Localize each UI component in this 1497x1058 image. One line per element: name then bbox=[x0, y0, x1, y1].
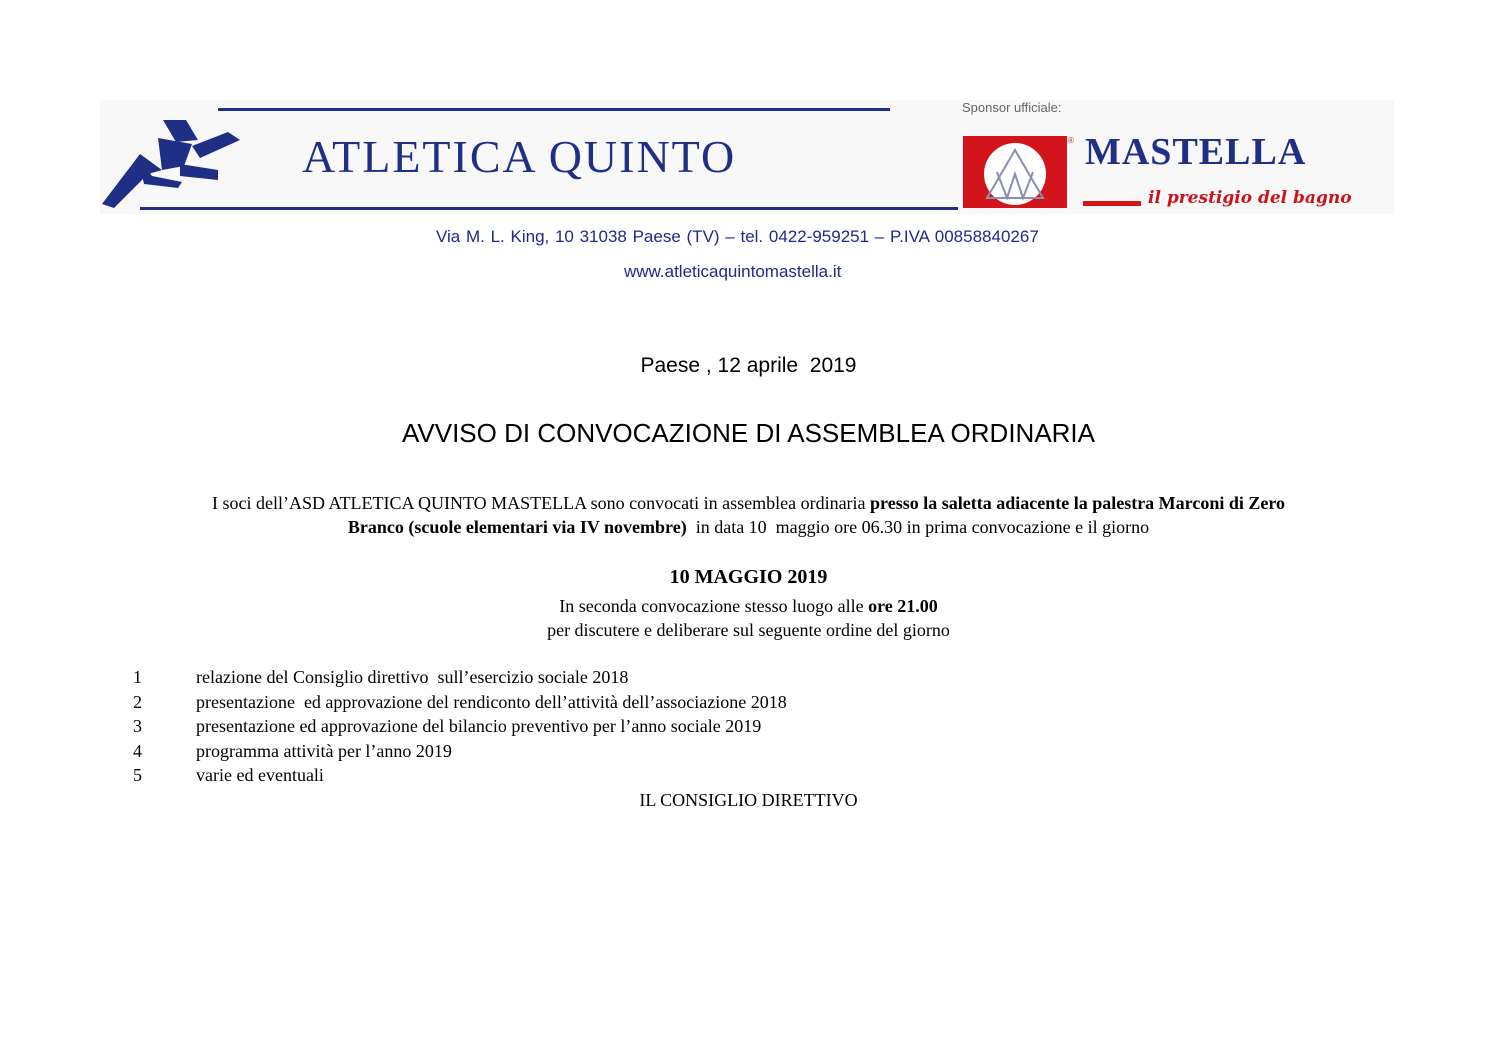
agenda-number: 1 bbox=[133, 667, 142, 687]
signature: IL CONSIGLIO DIRETTIVO bbox=[639, 790, 858, 810]
agenda-text: programma attività per l’anno 2019 bbox=[196, 740, 452, 761]
agenda-item bbox=[0, 739, 1000, 764]
second-call-text: In seconda convocazione stesso luogo alle bbox=[559, 596, 869, 616]
header-top-line bbox=[218, 108, 890, 111]
sponsor-red-bar bbox=[1083, 201, 1141, 206]
mastella-triangle-logo bbox=[963, 136, 1067, 208]
website-link[interactable]: www.atleticaquintomastella.it bbox=[624, 262, 842, 281]
agenda-text: relazione del Consiglio direttivo sull’esercizio sociale 2018 bbox=[196, 667, 629, 687]
agenda-list bbox=[0, 665, 1000, 788]
address-line: Via M. L. King, 10 31038 Paese (TV) – tel. 0422-959251 – P.IVA 00858840267 bbox=[436, 227, 1039, 246]
agenda-item bbox=[0, 763, 1000, 788]
agenda-intro: per discutere e deliberare sul seguente ordine del giorno bbox=[547, 620, 950, 640]
agenda-text: varie ed eventuali bbox=[196, 765, 324, 785]
sponsor-name: MASTELLA bbox=[1085, 131, 1307, 173]
agenda-number: 4 bbox=[133, 740, 142, 761]
club-name: ATLETICA QUINTO bbox=[302, 131, 737, 182]
intro-venue-cont: Branco (scuole elementari via IV novembre) bbox=[347, 517, 687, 537]
agenda-text: presentazione ed approvazione del bilancio preventivo per l’anno sociale 2019 bbox=[196, 716, 762, 736]
registered-mark: ® bbox=[1068, 136, 1074, 145]
agenda-text: presentazione ed approvazione del rendiconto dell’attività dell’associazione 2018 bbox=[196, 691, 787, 712]
intro-paragraph-line-2 bbox=[0, 515, 1497, 539]
sponsor-slogan: il prestigio del bagno bbox=[1148, 188, 1352, 208]
place-date: Paese , 12 aprile 2019 bbox=[640, 354, 857, 377]
runner-icon bbox=[100, 114, 260, 210]
second-call-line bbox=[0, 594, 1497, 618]
agenda-number: 5 bbox=[133, 765, 142, 785]
intro-paragraph-line-1 bbox=[0, 491, 1497, 515]
agenda-number: 2 bbox=[133, 691, 142, 712]
agenda-item bbox=[0, 665, 1000, 690]
notice-title: AVVISO DI CONVOCAZIONE DI ASSEMBLEA ORDINARIA bbox=[401, 418, 1095, 448]
intro-text: I soci dell’ASD ATLETICA QUINTO MASTELLA sono convocati in assemblea ordinaria bbox=[211, 493, 871, 513]
intro-venue: presso la saletta adiacente la palestra Marconi di Zero bbox=[870, 493, 1286, 513]
intro-first-call: in data 10 maggio ore 06.30 in prima convocazione e il giorno bbox=[686, 517, 1150, 537]
agenda-number: 3 bbox=[133, 716, 142, 736]
agenda-item bbox=[0, 714, 1000, 739]
letterhead bbox=[100, 100, 1394, 214]
sponsor-caption: Sponsor ufficiale: bbox=[962, 100, 1062, 115]
agenda-item bbox=[0, 690, 1000, 715]
second-call-time: ore 21.00 bbox=[868, 596, 938, 616]
meeting-date: 10 MAGGIO 2019 bbox=[669, 566, 828, 588]
header-bottom-line bbox=[140, 207, 958, 210]
